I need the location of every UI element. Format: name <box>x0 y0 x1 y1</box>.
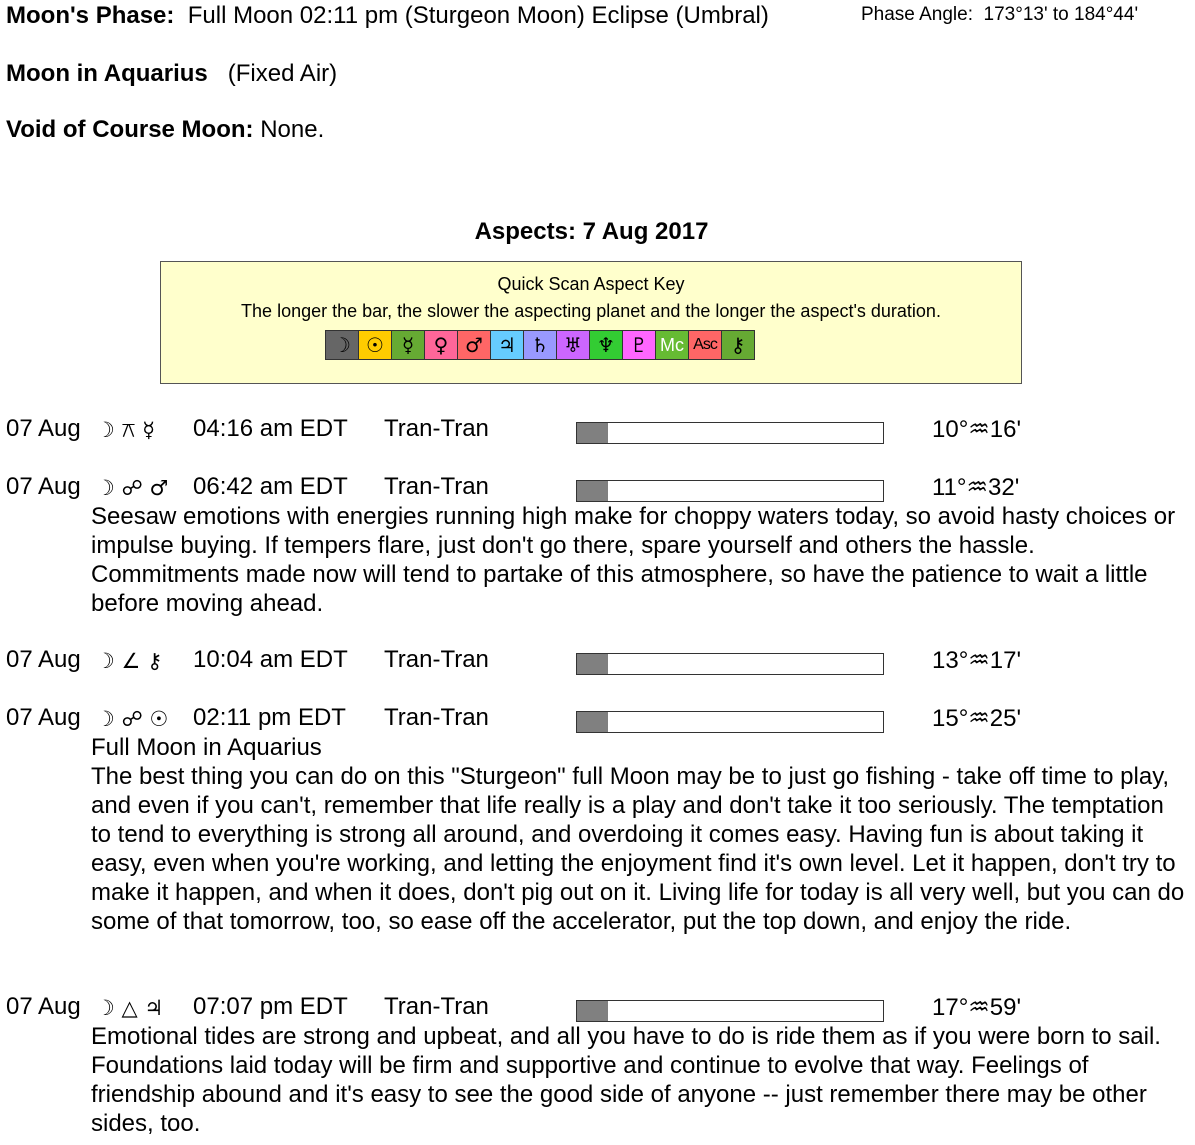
aspect-type: Tran-Tran <box>384 415 489 442</box>
void-of-course-label: Void of Course Moon: <box>6 116 254 143</box>
aspect-glyphs: ☽ ∠ ⚷ <box>96 649 163 673</box>
aspect-row <box>0 415 1195 445</box>
moon-phase-label: Moon's Phase: <box>6 2 175 29</box>
aspect-glyphs: ☽ ⚻ ☿ <box>96 418 156 442</box>
moon-sign-line <box>6 60 337 88</box>
aspect-entry <box>0 704 1195 936</box>
aspect-key-description: The longer the bar, the slower the aspecting planet and the longer the aspect's duration. <box>241 301 941 321</box>
aspect-row <box>0 993 1195 1023</box>
aspect-duration-bar <box>576 653 884 675</box>
aspect-degree: 15°♒25' <box>932 705 1022 732</box>
pluto-icon: ♇ <box>622 330 656 360</box>
aspect-date: 07 Aug <box>6 473 81 500</box>
aspects-title: Aspects: 7 Aug 2017 <box>474 218 709 245</box>
aspect-duration-fill <box>577 712 608 732</box>
aspect-time: 02:11 pm EDT <box>193 704 346 731</box>
aspect-type: Tran-Tran <box>384 473 489 500</box>
aspect-time: 04:16 am EDT <box>193 415 348 442</box>
aspect-time: 07:07 pm EDT <box>193 993 348 1020</box>
aspect-duration-bar <box>576 422 884 444</box>
aspect-key-title: Quick Scan Aspect Key <box>497 274 685 294</box>
aspect-entry <box>0 473 1195 618</box>
venus-icon: ♀ <box>424 330 458 360</box>
aspect-duration-fill <box>577 481 608 501</box>
aspect-time: 10:04 am EDT <box>193 646 348 673</box>
moon-sign-label: Moon in Aquarius <box>6 60 208 87</box>
aspect-degree: 11°♒32' <box>932 474 1020 501</box>
aspect-degree: 17°♒59' <box>932 994 1022 1021</box>
aspect-description: Seesaw emotions with energies running high make for choppy waters today, so avoid hasty choices or impulse buying. If tempers flare, just don't go there, spare yourself and others the hassle. Commitments made now will tend to partake of this atmosphere, so have the patience to wait a little before moving ahead. <box>91 503 1176 617</box>
moon-icon: ☽ <box>325 330 359 360</box>
saturn-icon: ♄ <box>523 330 557 360</box>
aspect-duration-fill <box>577 1001 608 1021</box>
moon-phase-value: Full Moon 02:11 pm (Sturgeon Moon) Eclipse (Umbral) <box>187 2 769 29</box>
ascendant-icon: Asc <box>688 330 722 360</box>
aspect-entry <box>0 415 1195 445</box>
aspect-duration-fill <box>577 654 608 674</box>
aspect-description: The best thing you can do on this "Sturgeon" full Moon may be to just go fishing - take off time to play, and even if you can't, remember that life really is a play and don't take it too seriously. The temptation to tend to everything is strong all around, and overdoing it comes easy. Having fun is about taking it easy, even when you're working, and letting the enjoyment find it's own level. Let it happen, don't try to make it happen, and when it does, don't pig out on it. Living life for today is all very well, but you can do some of that tomorrow, too, so ease off the accelerator, put the top down, and enjoy the ride. <box>91 763 1185 935</box>
aspect-degree: 10°♒16' <box>932 416 1022 443</box>
aspect-duration-bar <box>576 711 884 733</box>
aspect-date: 07 Aug <box>6 646 81 673</box>
aspect-type: Tran-Tran <box>384 704 489 731</box>
aspect-entry <box>0 646 1195 676</box>
aspect-date: 07 Aug <box>6 993 81 1020</box>
jupiter-icon: ♃ <box>490 330 524 360</box>
aspect-degree: 13°♒17' <box>932 647 1022 674</box>
aspect-duration-fill <box>577 423 608 443</box>
aspect-type: Tran-Tran <box>384 993 489 1020</box>
aspect-duration-bar <box>576 1000 884 1022</box>
aspect-entry <box>0 993 1195 1138</box>
moon-sign-detail: (Fixed Air) <box>227 60 338 87</box>
mars-icon: ♂ <box>457 330 491 360</box>
aspect-glyphs: ☽ ☍ ♂ <box>96 476 169 500</box>
aspect-description: Emotional tides are strong and upbeat, and all you have to do is ride them as if you were born to sail. Foundations laid today will be firm and supportive and continue to evolve that way. Feelings of friendship abound and it's easy to see the good side of anyone -- just remember there may be other sides, too. <box>91 1023 1161 1137</box>
aspect-subtitle: Full Moon in Aquarius <box>91 734 322 761</box>
aspect-glyphs: ☽ △ ♃ <box>96 996 164 1020</box>
aspect-row <box>0 473 1195 503</box>
neptune-icon: ♆ <box>589 330 623 360</box>
aspect-type: Tran-Tran <box>384 646 489 673</box>
aspect-duration-bar <box>576 480 884 502</box>
aspect-glyphs: ☽ ☍ ☉ <box>96 707 169 731</box>
aspect-key-symbols <box>325 330 754 360</box>
aspect-date: 07 Aug <box>6 704 81 731</box>
aspect-key-box <box>160 261 1022 384</box>
midheaven-icon: Mc <box>655 330 689 360</box>
void-of-course-value: None. <box>260 116 325 143</box>
uranus-icon: ♅ <box>556 330 590 360</box>
aspect-date: 07 Aug <box>6 415 81 442</box>
sun-icon: ☉ <box>358 330 392 360</box>
aspect-row <box>0 704 1195 734</box>
void-of-course-line <box>6 116 324 144</box>
aspect-time: 06:42 am EDT <box>193 473 348 500</box>
mercury-icon: ☿ <box>391 330 425 360</box>
moon-phase-line <box>6 2 769 30</box>
phase-angle-label: Phase Angle: <box>861 4 973 25</box>
chiron-icon: ⚷ <box>721 330 755 360</box>
aspect-row <box>0 646 1195 676</box>
phase-angle-value: 173°13' to 184°44' <box>983 4 1139 25</box>
phase-angle <box>861 4 1138 26</box>
